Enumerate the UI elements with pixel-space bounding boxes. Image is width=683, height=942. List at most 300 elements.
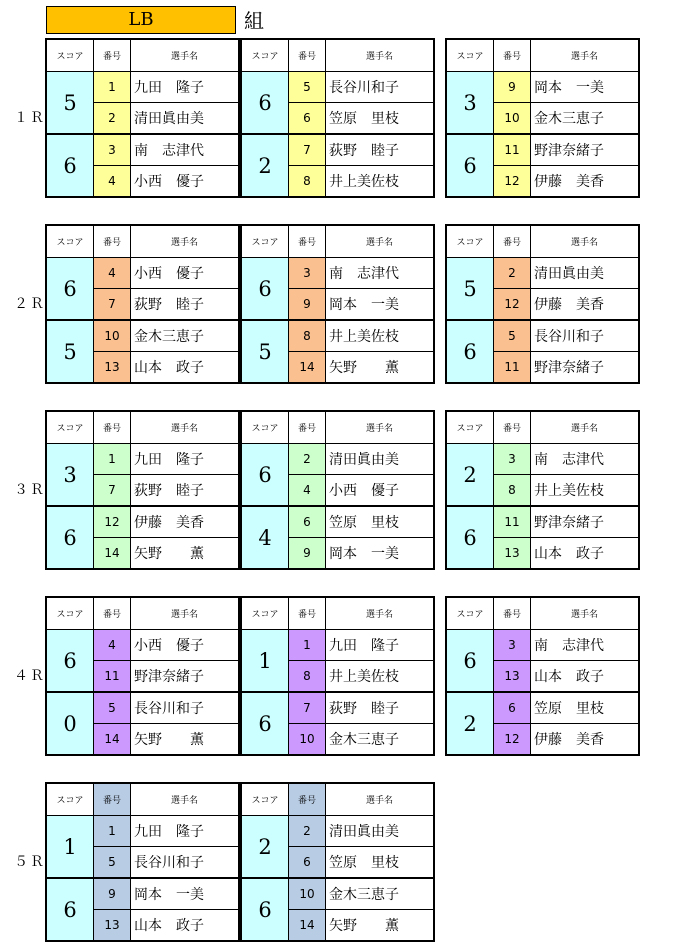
pair-row xyxy=(242,816,433,877)
player-row xyxy=(94,723,238,754)
pair-row xyxy=(242,505,433,568)
player-name: 井上美佐枝 xyxy=(329,174,399,190)
player-name: 山本 政子 xyxy=(534,546,604,562)
player-number: 11 xyxy=(494,352,531,382)
player-number: 11 xyxy=(94,661,131,691)
player-name: 金木三恵子 xyxy=(329,887,399,903)
pair-row xyxy=(47,258,238,319)
header-score: スコア xyxy=(47,40,94,71)
pair-score: 2 xyxy=(447,693,494,754)
player-number: 6 xyxy=(289,847,326,877)
player-row xyxy=(494,351,638,382)
pair-players xyxy=(494,135,638,196)
player-number: 13 xyxy=(94,352,131,382)
player-row xyxy=(289,909,433,940)
player-name: 南 志津代 xyxy=(534,452,604,468)
pair-row xyxy=(47,444,238,505)
pair-score: 2 xyxy=(242,816,289,877)
player-name: 小西 優子 xyxy=(134,174,204,190)
player-row xyxy=(494,693,638,723)
player-number: 3 xyxy=(494,444,531,474)
player-name: 矢野 薫 xyxy=(134,732,204,748)
player-row xyxy=(289,72,433,102)
match-table xyxy=(445,224,640,384)
pair-row xyxy=(242,630,433,691)
table-header xyxy=(242,226,433,258)
player-row xyxy=(94,846,238,877)
player-row xyxy=(494,165,638,196)
player-name: 金木三恵子 xyxy=(134,329,204,345)
pair-players xyxy=(289,258,433,319)
player-row xyxy=(494,723,638,754)
table-header xyxy=(47,784,238,816)
player-row xyxy=(289,879,433,909)
pair-score: 3 xyxy=(447,72,494,133)
match-table xyxy=(45,410,240,570)
pair-score: 6 xyxy=(242,444,289,505)
match-table xyxy=(240,224,435,384)
pair-score: 6 xyxy=(242,693,289,754)
pair-score: 0 xyxy=(47,693,94,754)
pair-row xyxy=(447,133,638,196)
player-name: 岡本 一美 xyxy=(329,297,399,313)
player-name: 金木三恵子 xyxy=(329,732,399,748)
player-number: 14 xyxy=(289,910,326,940)
player-name: 伊藤 美香 xyxy=(534,297,604,313)
header-score: スコア xyxy=(447,226,494,257)
header-player-name: 選手名 xyxy=(365,52,393,62)
player-name: 井上美佐枝 xyxy=(329,329,399,345)
player-name: 清田眞由美 xyxy=(134,111,204,127)
header-number: 番号 xyxy=(289,40,326,71)
player-row xyxy=(94,537,238,568)
round-label: ５Ｒ xyxy=(14,854,46,870)
table-header xyxy=(447,40,638,72)
player-name: 野津奈緒子 xyxy=(534,143,604,159)
header-number: 番号 xyxy=(94,412,131,443)
header-number: 番号 xyxy=(94,226,131,257)
player-number: 3 xyxy=(94,135,131,165)
player-number: 7 xyxy=(94,289,131,319)
player-name: 小西 優子 xyxy=(134,638,204,654)
pair-players xyxy=(494,321,638,382)
player-number: 13 xyxy=(494,538,531,568)
player-name: 井上美佐枝 xyxy=(329,669,399,685)
pair-row xyxy=(47,133,238,196)
table-header xyxy=(447,598,638,630)
player-name: 九田 隆子 xyxy=(329,638,399,654)
player-number: 11 xyxy=(494,135,531,165)
pair-players xyxy=(94,816,238,877)
header-player-name: 選手名 xyxy=(170,52,198,62)
player-name: 九田 隆子 xyxy=(134,452,204,468)
pair-score: 5 xyxy=(242,321,289,382)
pair-score: 6 xyxy=(447,321,494,382)
header-score: スコア xyxy=(47,412,94,443)
player-number: 1 xyxy=(94,444,131,474)
pair-row xyxy=(47,816,238,877)
player-row xyxy=(494,72,638,102)
pair-players xyxy=(494,444,638,505)
header-number: 番号 xyxy=(494,226,531,257)
pair-row xyxy=(242,258,433,319)
player-number: 14 xyxy=(289,352,326,382)
header-player-name: 選手名 xyxy=(170,796,198,806)
pair-row xyxy=(447,72,638,133)
pair-players xyxy=(494,693,638,754)
player-name: 矢野 薫 xyxy=(134,546,204,562)
pair-players xyxy=(494,72,638,133)
match-table xyxy=(240,596,435,756)
pair-row xyxy=(242,691,433,754)
pair-players xyxy=(94,444,238,505)
player-number: 9 xyxy=(494,72,531,102)
player-number: 10 xyxy=(494,103,531,133)
table-header xyxy=(47,598,238,630)
player-row xyxy=(289,723,433,754)
player-name: 笠原 里枝 xyxy=(329,855,399,871)
player-name: 九田 隆子 xyxy=(134,824,204,840)
pair-score: 6 xyxy=(47,135,94,196)
player-number: 12 xyxy=(494,166,531,196)
table-header xyxy=(447,412,638,444)
pair-row xyxy=(447,258,638,319)
player-row xyxy=(94,630,238,660)
player-number: 14 xyxy=(94,724,131,754)
pair-score: 2 xyxy=(242,135,289,196)
player-row xyxy=(94,816,238,846)
player-row xyxy=(289,258,433,288)
player-name: 野津奈緒子 xyxy=(134,669,204,685)
player-number: 5 xyxy=(494,321,531,351)
pair-players xyxy=(289,321,433,382)
player-name: 矢野 薫 xyxy=(329,918,399,934)
header-score: スコア xyxy=(447,412,494,443)
player-name: 清田眞由美 xyxy=(534,266,604,282)
header-number: 番号 xyxy=(289,598,326,629)
player-row xyxy=(289,660,433,691)
pair-score: 6 xyxy=(242,879,289,940)
player-number: 8 xyxy=(289,166,326,196)
table-header xyxy=(47,226,238,258)
match-table xyxy=(445,410,640,570)
player-name: 井上美佐枝 xyxy=(534,483,604,499)
pair-row xyxy=(242,319,433,382)
pair-players xyxy=(289,879,433,940)
player-name: 長谷川和子 xyxy=(134,701,204,717)
player-number: 12 xyxy=(94,507,131,537)
player-number: 10 xyxy=(289,879,326,909)
player-row xyxy=(494,444,638,474)
header-score: スコア xyxy=(47,598,94,629)
player-name: 岡本 一美 xyxy=(534,80,604,96)
pair-players xyxy=(94,258,238,319)
player-row xyxy=(289,351,433,382)
player-name: 山本 政子 xyxy=(134,360,204,376)
player-row xyxy=(494,258,638,288)
match-table xyxy=(240,782,435,942)
player-row xyxy=(494,537,638,568)
player-name: 南 志津代 xyxy=(329,266,399,282)
player-row xyxy=(94,351,238,382)
pair-row xyxy=(242,444,433,505)
player-name: 南 志津代 xyxy=(534,638,604,654)
table-header xyxy=(447,226,638,258)
round-label: ３Ｒ xyxy=(14,482,46,498)
player-name: 笠原 里枝 xyxy=(534,701,604,717)
player-row xyxy=(289,135,433,165)
pair-score: 4 xyxy=(242,507,289,568)
header-score: スコア xyxy=(242,412,289,443)
header-number: 番号 xyxy=(494,412,531,443)
player-row xyxy=(494,630,638,660)
player-row xyxy=(494,321,638,351)
player-number: 8 xyxy=(494,475,531,505)
player-number: 4 xyxy=(94,166,131,196)
header-number: 番号 xyxy=(494,598,531,629)
header-score: スコア xyxy=(242,784,289,815)
player-number: 4 xyxy=(94,258,131,288)
header-score: スコア xyxy=(447,40,494,71)
header-number: 番号 xyxy=(289,226,326,257)
player-number: 1 xyxy=(289,630,326,660)
player-name: 荻野 睦子 xyxy=(134,483,204,499)
player-number: 5 xyxy=(289,72,326,102)
player-name: 九田 隆子 xyxy=(134,80,204,96)
player-name: 岡本 一美 xyxy=(134,887,204,903)
player-name: 岡本 一美 xyxy=(329,546,399,562)
header-number: 番号 xyxy=(94,40,131,71)
player-number: 7 xyxy=(94,475,131,505)
player-name: 長谷川和子 xyxy=(134,855,204,871)
player-name: 長谷川和子 xyxy=(329,80,399,96)
pair-players xyxy=(94,630,238,691)
pair-score: 5 xyxy=(47,321,94,382)
pair-score: 6 xyxy=(447,630,494,691)
player-row xyxy=(494,507,638,537)
pair-players xyxy=(289,630,433,691)
player-number: 3 xyxy=(289,258,326,288)
pair-score: 6 xyxy=(47,879,94,940)
player-number: 7 xyxy=(289,135,326,165)
pair-row xyxy=(447,630,638,691)
player-name: 伊藤 美香 xyxy=(534,732,604,748)
player-row xyxy=(289,165,433,196)
player-number: 4 xyxy=(94,630,131,660)
header-score: スコア xyxy=(242,226,289,257)
pair-players xyxy=(94,135,238,196)
player-row xyxy=(494,660,638,691)
pair-score: 5 xyxy=(447,258,494,319)
player-row xyxy=(289,630,433,660)
player-number: 6 xyxy=(289,507,326,537)
pair-score: 1 xyxy=(242,630,289,691)
pair-players xyxy=(289,693,433,754)
player-row xyxy=(289,321,433,351)
table-header xyxy=(242,40,433,72)
pair-row xyxy=(447,691,638,754)
header-number: 番号 xyxy=(289,784,326,815)
player-row xyxy=(94,660,238,691)
player-number: 1 xyxy=(94,72,131,102)
pair-row xyxy=(47,691,238,754)
pair-players xyxy=(494,630,638,691)
player-name: 荻野 睦子 xyxy=(134,297,204,313)
pair-players xyxy=(289,135,433,196)
table-header xyxy=(242,412,433,444)
pair-score: 3 xyxy=(47,444,94,505)
header-player-name: 選手名 xyxy=(365,796,393,806)
player-number: 7 xyxy=(289,693,326,723)
player-row xyxy=(289,288,433,319)
header-player-name: 選手名 xyxy=(170,424,198,434)
round-label: ４Ｒ xyxy=(14,668,46,684)
player-number: 9 xyxy=(289,289,326,319)
pair-row xyxy=(47,877,238,940)
pair-players xyxy=(94,321,238,382)
header-player-name: 選手名 xyxy=(570,424,598,434)
player-number: 6 xyxy=(289,103,326,133)
pair-row xyxy=(242,877,433,940)
player-row xyxy=(94,165,238,196)
pair-score: 6 xyxy=(447,507,494,568)
header-player-name: 選手名 xyxy=(170,610,198,620)
player-name: 矢野 薫 xyxy=(329,360,399,376)
player-name: 清田眞由美 xyxy=(329,452,399,468)
player-name: 野津奈緒子 xyxy=(534,515,604,531)
player-number: 2 xyxy=(494,258,531,288)
pair-row xyxy=(47,319,238,382)
header-score: スコア xyxy=(242,40,289,71)
match-table xyxy=(45,224,240,384)
player-number: 2 xyxy=(289,816,326,846)
pair-players xyxy=(289,507,433,568)
header-score: スコア xyxy=(47,226,94,257)
player-number: 6 xyxy=(494,693,531,723)
player-row xyxy=(94,693,238,723)
player-number: 3 xyxy=(494,630,531,660)
player-number: 5 xyxy=(94,847,131,877)
pair-score: 6 xyxy=(47,630,94,691)
pair-players xyxy=(94,72,238,133)
pair-score: 2 xyxy=(447,444,494,505)
match-table xyxy=(445,38,640,198)
header-player-name: 選手名 xyxy=(570,238,598,248)
header-score: スコア xyxy=(47,784,94,815)
player-row xyxy=(94,879,238,909)
player-row xyxy=(289,693,433,723)
pair-players xyxy=(289,72,433,133)
player-number: 9 xyxy=(94,879,131,909)
player-row xyxy=(94,909,238,940)
player-row xyxy=(289,474,433,505)
player-number: 12 xyxy=(494,289,531,319)
group-suffix: 組 xyxy=(244,9,264,33)
player-row xyxy=(94,444,238,474)
header-player-name: 選手名 xyxy=(365,424,393,434)
player-name: 荻野 睦子 xyxy=(329,143,399,159)
pair-score: 6 xyxy=(242,258,289,319)
player-row xyxy=(94,102,238,133)
pair-score: 5 xyxy=(47,72,94,133)
player-row xyxy=(289,444,433,474)
player-number: 12 xyxy=(494,724,531,754)
header-score: スコア xyxy=(242,598,289,629)
player-row xyxy=(494,135,638,165)
player-number: 5 xyxy=(94,693,131,723)
pair-row xyxy=(242,72,433,133)
match-table xyxy=(45,596,240,756)
player-number: 8 xyxy=(289,321,326,351)
match-table xyxy=(45,38,240,198)
pair-score: 1 xyxy=(47,816,94,877)
player-name: 笠原 里枝 xyxy=(329,111,399,127)
header-number: 番号 xyxy=(494,40,531,71)
player-number: 10 xyxy=(94,321,131,351)
player-number: 2 xyxy=(289,444,326,474)
header-player-name: 選手名 xyxy=(365,610,393,620)
header-player-name: 選手名 xyxy=(570,52,598,62)
match-table xyxy=(45,782,240,942)
pair-row xyxy=(447,505,638,568)
pair-row xyxy=(47,505,238,568)
player-row xyxy=(289,537,433,568)
pair-row xyxy=(447,444,638,505)
player-number: 13 xyxy=(94,910,131,940)
pair-players xyxy=(289,816,433,877)
table-header xyxy=(47,412,238,444)
player-number: 1 xyxy=(94,816,131,846)
match-table xyxy=(240,38,435,198)
player-name: 荻野 睦子 xyxy=(329,701,399,717)
pair-players xyxy=(94,879,238,940)
player-name: 長谷川和子 xyxy=(534,329,604,345)
player-number: 13 xyxy=(494,661,531,691)
player-row xyxy=(94,135,238,165)
player-name: 伊藤 美香 xyxy=(534,174,604,190)
player-name: 金木三恵子 xyxy=(534,111,604,127)
player-row xyxy=(94,507,238,537)
pair-players xyxy=(494,507,638,568)
pair-players xyxy=(94,693,238,754)
player-row xyxy=(494,288,638,319)
pair-row xyxy=(47,72,238,133)
pair-row xyxy=(447,319,638,382)
match-table xyxy=(240,410,435,570)
player-number: 10 xyxy=(289,724,326,754)
player-name: 小西 優子 xyxy=(329,483,399,499)
pair-row xyxy=(242,133,433,196)
player-row xyxy=(94,288,238,319)
table-header xyxy=(47,40,238,72)
round-label: １Ｒ xyxy=(14,110,46,126)
pair-score: 6 xyxy=(47,507,94,568)
pair-players xyxy=(289,444,433,505)
player-number: 14 xyxy=(94,538,131,568)
header-player-name: 選手名 xyxy=(170,238,198,248)
player-name: 笠原 里枝 xyxy=(329,515,399,531)
player-row xyxy=(289,507,433,537)
header-number: 番号 xyxy=(94,598,131,629)
pair-score: 6 xyxy=(242,72,289,133)
table-header xyxy=(242,598,433,630)
player-number: 9 xyxy=(289,538,326,568)
player-row xyxy=(94,321,238,351)
table-header xyxy=(242,784,433,816)
player-number: 2 xyxy=(94,103,131,133)
header-number: 番号 xyxy=(94,784,131,815)
pair-players xyxy=(494,258,638,319)
